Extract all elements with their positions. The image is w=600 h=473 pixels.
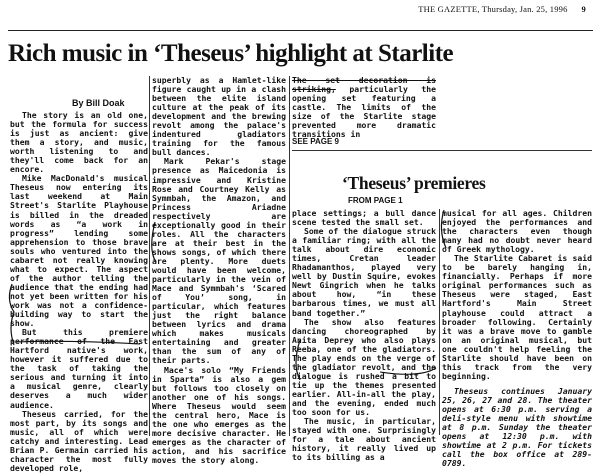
see-page-jump: SEE PAGE 9 xyxy=(292,137,339,146)
headline: Rich music in ‘Theseus’ highlight at Starlite xyxy=(8,40,454,67)
paragraph: But this premiere performance of the East Hartford native's work, however it suffered due to the task of taking the serious and turning it into a musical genre, clearly deserves a much wider audience. xyxy=(10,327,148,410)
paragraph: The show also features dancing choreographed by Anita Deprey who also plays Reeba, one of the gladiators. The play ends on the verge of the gladiator revolt, and the dialogue is rushed a bit to tie up the themes presented earlier. All-in-all the play, and the evening, ended much too soon for us. xyxy=(292,316,436,418)
paragraph: The music, in particular, stayed with one. Surprisingly for a tale about ancient history, it really lived up to its billing as a xyxy=(292,416,436,463)
paragraph: Mace's solo “My Friends in Sparta” is also a gem but follows too closely on another one of his songs. Where Theseus would seem the central hero, Mace is the one who emerges as the more decisive character. He emerges as the character of action, and his sacrifice moves the story along. xyxy=(152,364,286,465)
pen-underline xyxy=(380,368,436,374)
pen-bracket xyxy=(296,340,300,380)
paragraph: Theseus carried, for the most part, by its songs and music, all of which were catchy and interesting. Lead Brian P. Germain carried his character the most fully developed role, xyxy=(10,408,148,473)
pen-bracket xyxy=(152,222,156,262)
paragraph: The story is an old one, but the formula for success is just as ancient: give them a story, and music, worth listening to and they'll come back for an encore. xyxy=(10,110,148,175)
paragraph: The Starlite Cabaret is said to be barely hanging in, financially. Perhaps if more original performances such as Theseus were staged, East Hartford's Main Street playhouse could attract a broader following. Certainly it was a brave move to gamble on an original musical, but one couldn't help feeling the Starlite should have been on this track from the very beginning. xyxy=(442,253,592,381)
pen-bracket xyxy=(441,210,446,248)
paragraph: Mark Pekar's stage presence as Maicedonia is impressive and Kristine Rose and Courtney Kelly as Symmbah, the Amazon, and Princess Ariadne respectively are exceptionally good in their roles. All the characters are at their best in the shows songs, of which there are plenty. More duets would have been welcome, particularly in the vein of Mace and Symmbah's ‘Scared of You’ song, in particular, which features just the right balance between lyrics and drama which makes musicals entertaining and greater than the sum of any of their parts. xyxy=(152,156,286,366)
paragraph: superbly as a Hamlet-like figure caught up in a clash between the elite island culture at the peak of its development and the brewing revolt among the palace's indentured gladiators training for the famous bull dances. xyxy=(152,75,286,158)
pen-bracket xyxy=(9,284,14,345)
continuation-text: particularly the opening set featuring a castle. The limits of the size of the Starlite stage prevented more dramatic transitions in xyxy=(292,84,437,140)
paragraph: Mike MacDonald's musical Theseus now entering its last weekend at Main Street's Starlite Playhouse is billed in the dreaded words as “a work in progress” lending some apprehension to those brave souls who ventured into the cabaret not really knowing what to expect. The aspect of the author telling the audience that the ending had not yet been written for his work was not a confidence-building way to start the show. xyxy=(10,173,148,329)
jump-headline: ‘Theseus’ premieres xyxy=(342,173,486,193)
struck-text: The set decoration is striking, xyxy=(292,75,436,95)
paragraph: Some of the dialogue struck a familiar ring; with all the talk about dire economic times, Cretan leader Rhadamanthos, played very well by Dustin Squire, evokes Newt Gingrich when he talks about how, “in these barbarous times, we must all band together.” xyxy=(292,226,436,318)
byline: By Bill Doak xyxy=(72,98,125,108)
paragraph: musical for all ages. Children enjoyed the performances and the characters even though many had no doubt never heard of Greek mythology. xyxy=(442,208,592,255)
masthead-paper: THE GAZETTE xyxy=(418,4,478,14)
paragraph: place settings; a bull dance scene tested the small set. xyxy=(292,208,436,228)
pen-underline xyxy=(16,341,140,344)
from-page-jump: FROM PAGE 1 xyxy=(348,196,403,205)
page-number: 9 xyxy=(581,4,586,14)
show-info: Theseus continues January 25, 26, 27 and 28. The theater opens at 6:30 p.m. serving a deli-style menu with showtime at 8 p.m. Sunday the theater opens at 12:30 p.m. with showtime at 2 p.m. For tickets call the box office at 289-0789. xyxy=(442,385,592,469)
masthead-date: , Thursday, Jan. 25, 1996 xyxy=(477,4,568,14)
